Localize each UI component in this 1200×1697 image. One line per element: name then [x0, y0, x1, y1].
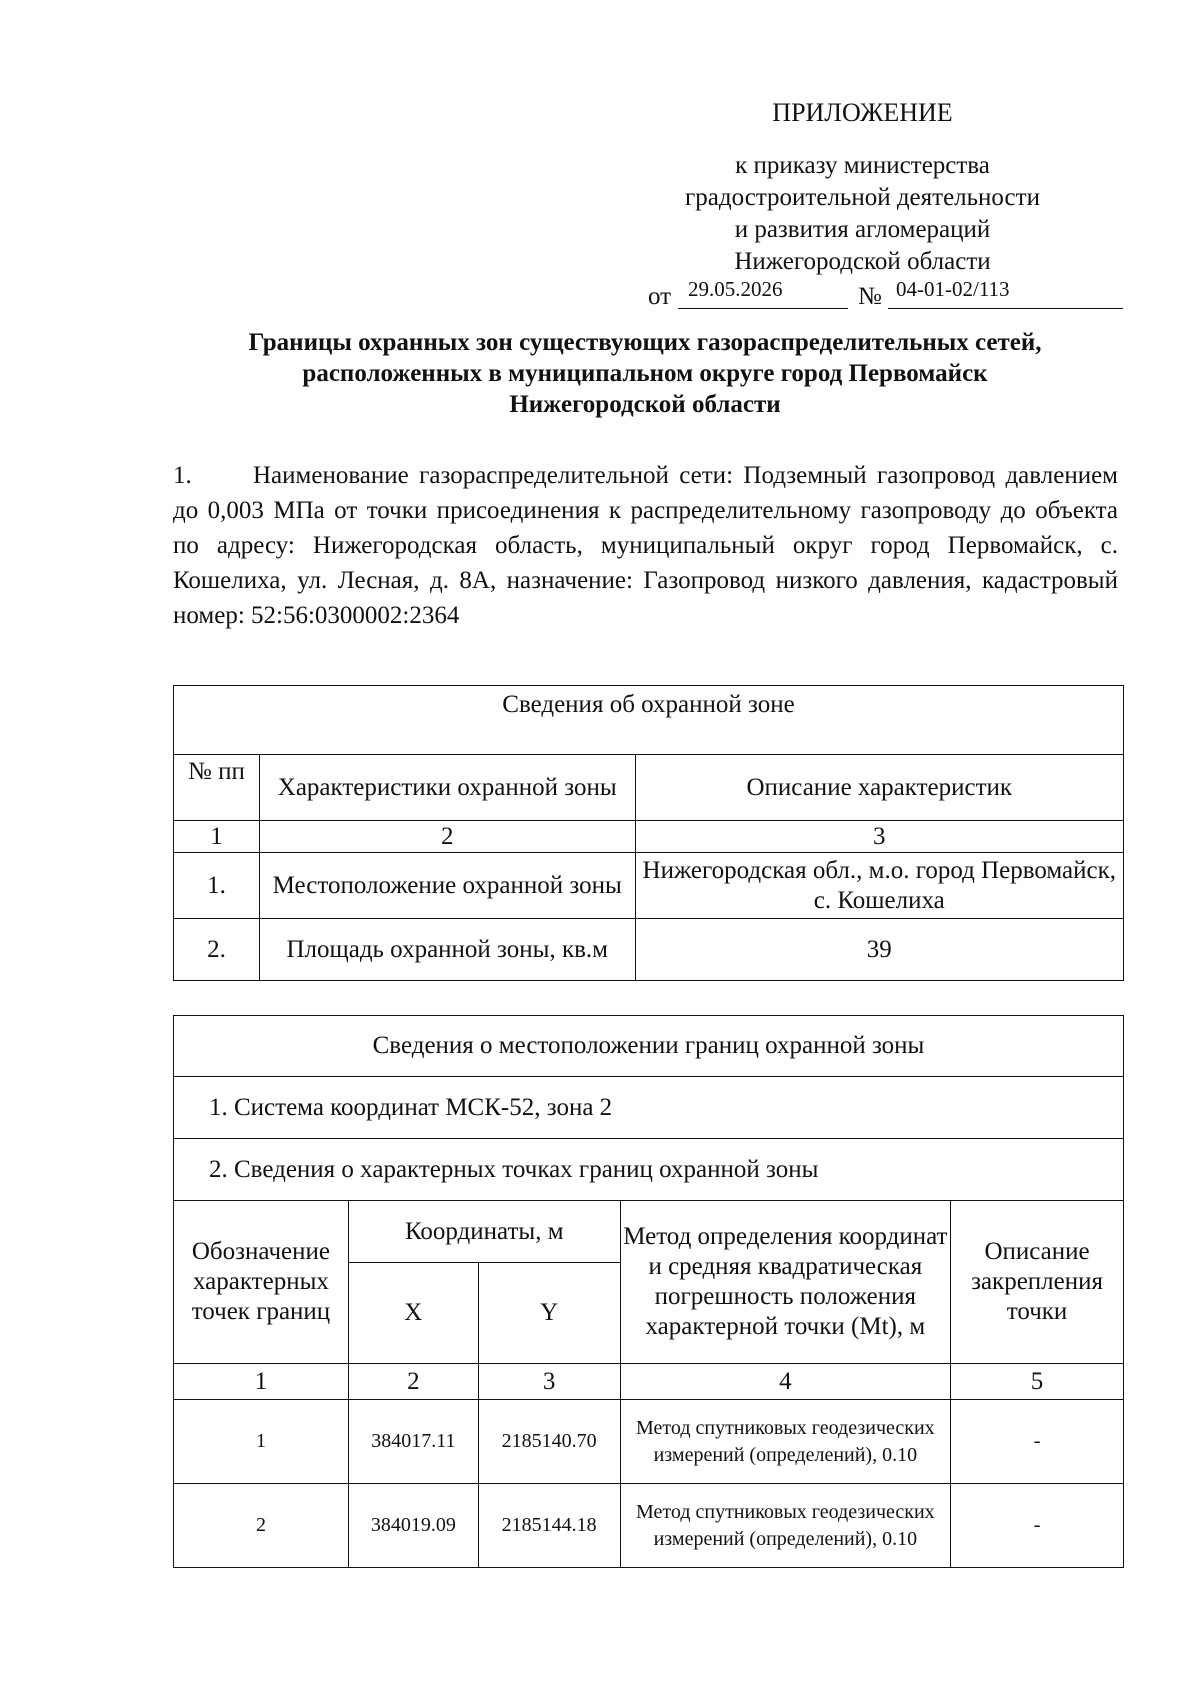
zone-info-table	[173, 685, 1124, 981]
table-cell: 2	[174, 1484, 349, 1568]
table-cell: -	[951, 1484, 1124, 1568]
table-row	[174, 853, 1124, 919]
order-date-number	[648, 277, 1123, 313]
table-cell: 1.	[174, 853, 260, 919]
table-cell: 384019.09	[348, 1484, 478, 1568]
boundary-table-caption: Сведения о местоположении границ охранной зоны	[174, 1016, 1124, 1077]
index-cell: 1	[174, 821, 260, 853]
header-cell: Координаты, м	[348, 1201, 620, 1263]
zone-table-caption: Сведения об охранной зоне	[174, 686, 1124, 755]
points-section-title: 2. Сведения о характерных точках границ охранной зоны	[174, 1139, 1124, 1201]
number-label: №	[858, 283, 882, 310]
table-cell: Местоположение охранной зоны	[259, 853, 635, 919]
index-cell: 2	[348, 1364, 478, 1400]
document-title	[170, 327, 1120, 420]
from-label: от	[648, 283, 672, 310]
index-cell: 2	[259, 821, 635, 853]
header-cell: Обозначение характерных точек границ	[174, 1201, 349, 1364]
table-cell: Метод спутниковых геодезических измерений (определений), 0.10	[620, 1400, 950, 1484]
table-cell: 384017.11	[348, 1400, 478, 1484]
boundary-info-table	[173, 1015, 1124, 1568]
appendix-line: к приказу министерства	[735, 152, 990, 179]
table-cell: 2185144.18	[478, 1484, 620, 1568]
header-cell: Описание характеристик	[635, 755, 1123, 821]
header-cell: Y	[478, 1263, 620, 1364]
appendix-title: ПРИЛОЖЕНИЕ	[772, 98, 953, 127]
header-cell: Характеристики охранной зоны	[259, 755, 635, 821]
title-line: Нижегородской области	[509, 391, 781, 418]
table-cell: 2.	[174, 919, 260, 981]
index-cell: 1	[174, 1364, 349, 1400]
header-cell: № пп	[174, 755, 260, 821]
header-cell: Описание закрепления точки	[951, 1201, 1124, 1364]
appendix-line: градостроительной деятельности	[685, 184, 1040, 211]
network-description	[173, 458, 1118, 633]
table-row	[174, 1400, 1124, 1484]
item-text: Наименование газораспределительной сети: Подземный газопровод давлением до 0,003 МПа от точки присоединения к распределительному газопроводу до объекта по адресу: Нижегородская область, муниципальный округ город Первомайск, с. Кошелиха, ул. Лесная, д. 8А, назначение: Газопровод низкого давления, кадастровый номер: 52:56:0300002:2364	[173, 462, 1118, 629]
title-line: расположенных в муниципальном округе город Первомайск	[302, 360, 988, 387]
order-date: 29.05.2026	[678, 277, 848, 309]
appendix-order-reference	[600, 150, 1125, 278]
item-number: 1.	[173, 462, 192, 489]
appendix-line: и развития агломераций	[734, 216, 991, 243]
order-number: 04-01-02/113	[888, 277, 1123, 309]
header-cell: Метод определения координат и средняя квадратическая погрешность положения характерной точки (Mt), м	[620, 1201, 950, 1364]
coordinate-system: 1. Система координат МСК-52, зона 2	[174, 1077, 1124, 1139]
title-line: Границы охранных зон существующих газораспределительных сетей,	[248, 329, 1042, 356]
appendix-line: Нижегородской области	[734, 248, 991, 275]
table-cell: Метод спутниковых геодезических измерений (определений), 0.10	[620, 1484, 950, 1568]
index-cell: 3	[635, 821, 1123, 853]
index-cell: 3	[478, 1364, 620, 1400]
table-row	[174, 1484, 1124, 1568]
header-cell: X	[348, 1263, 478, 1364]
table-cell: Площадь охранной зоны, кв.м	[259, 919, 635, 981]
table-row	[174, 919, 1124, 981]
index-cell: 5	[951, 1364, 1124, 1400]
table-cell: Нижегородская обл., м.о. город Первомайск, с. Кошелиха	[635, 853, 1123, 919]
index-cell: 4	[620, 1364, 950, 1400]
table-cell: 1	[174, 1400, 349, 1484]
table-cell: 39	[635, 919, 1123, 981]
table-cell: -	[951, 1400, 1124, 1484]
table-cell: 2185140.70	[478, 1400, 620, 1484]
